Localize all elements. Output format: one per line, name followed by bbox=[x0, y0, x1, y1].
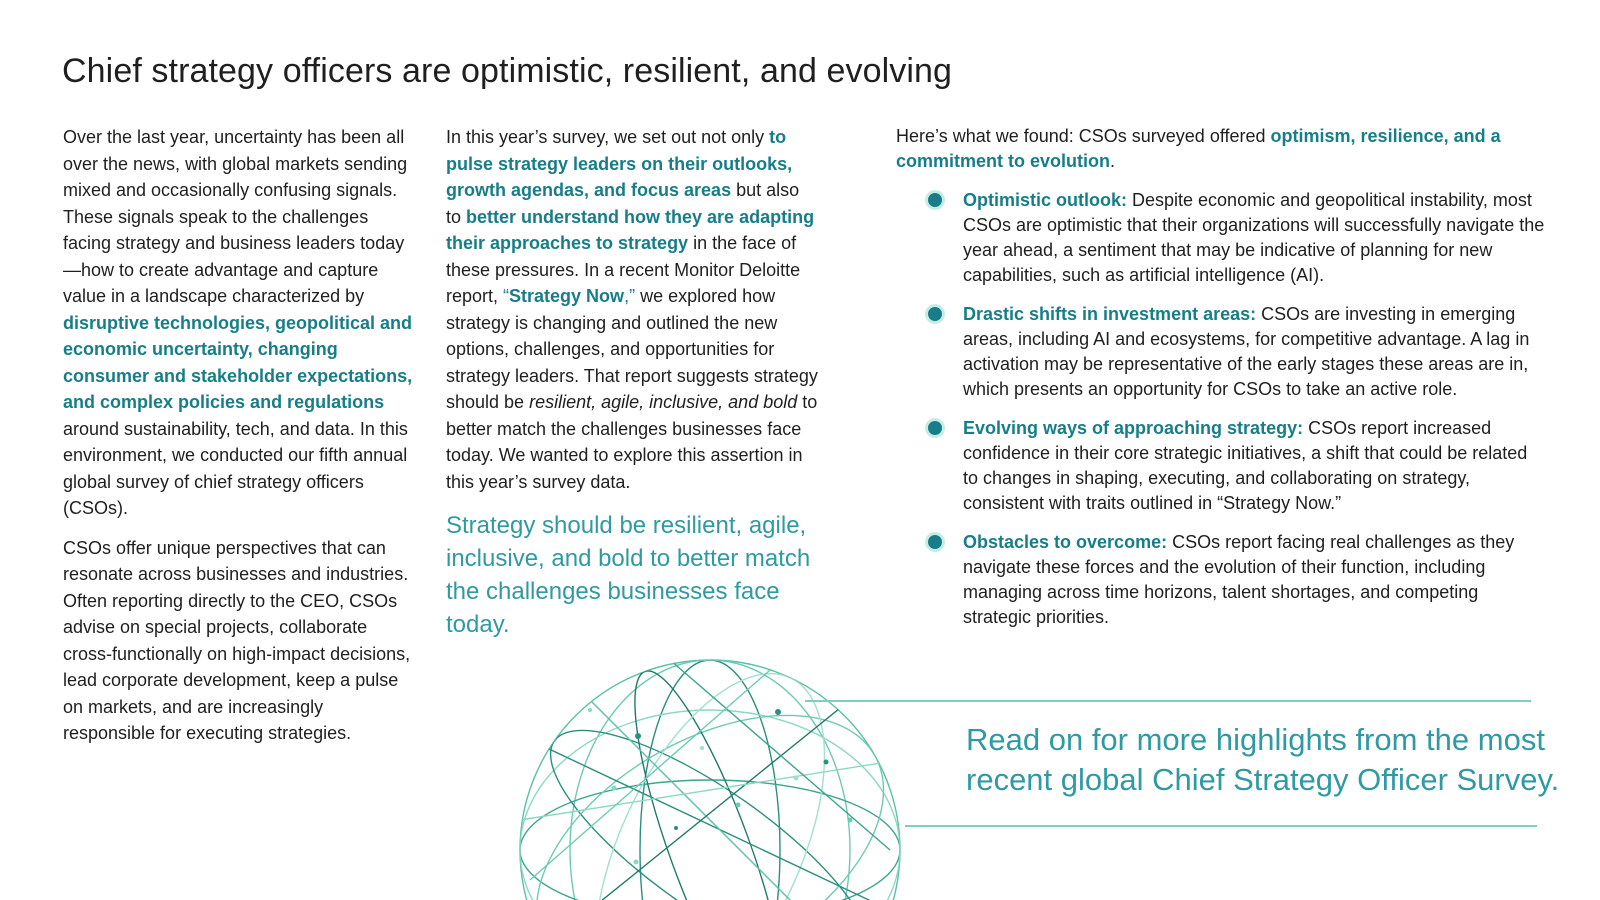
bottom-divider bbox=[905, 825, 1537, 827]
globe-illustration bbox=[470, 650, 950, 900]
survey-highlight-1: to pulse strategy leaders on their outlooks, growth agendas, and focus areas bbox=[446, 127, 793, 200]
finding-label: Evolving ways of approaching strategy: bbox=[963, 418, 1304, 438]
findings-column bbox=[896, 124, 1546, 644]
finding-label: Optimistic outlook: bbox=[963, 190, 1127, 210]
survey-paragraph bbox=[446, 124, 818, 495]
intro-column bbox=[63, 124, 413, 760]
finding-label: Drastic shifts in investment areas: bbox=[963, 304, 1257, 324]
link-close-quote: ,” bbox=[624, 286, 636, 306]
findings-intro-text: Here’s what we found: CSOs surveyed offered bbox=[896, 126, 1271, 146]
list-item bbox=[896, 188, 1546, 288]
intro-paragraph bbox=[63, 124, 413, 522]
cso-paragraph: CSOs offer unique perspectives that can resonate across businesses and industries. Often reporting directly to the CEO, CSOs advise on special projects, collaborate cross-functionally on high-impact decisions, lead corporate development, keep a pulse on markets, and are increasingly responsible for executing strategies. bbox=[63, 537, 411, 743]
list-item bbox=[896, 530, 1546, 630]
survey-text-c: in the face of these pressures. In a recent Monitor Deloitte report, bbox=[446, 233, 801, 306]
page-title: Chief strategy officers are optimistic, resilient, and evolving bbox=[62, 52, 953, 90]
intro-text-a: Over the last year, uncertainty has been all over the news, with global markets sending mixed and occasionally confusing signals. These signals speak to the challenges facing strategy and business leaders today—how to create advantage and capture value in a landscape characterized by bbox=[63, 127, 408, 306]
findings-list bbox=[896, 188, 1546, 630]
survey-italic: resilient, agile, inclusive, and bold bbox=[529, 392, 798, 412]
survey-text-d: we explored how strategy is changing and outlined the new options, challenges, and opportunities for strategy leaders. That report suggests strategy should be bbox=[446, 286, 818, 412]
intro-text-b: around sustainability, tech, and data. In this environment, we conducted our fifth annual global survey of chief strategy officers (CSOs). bbox=[63, 418, 408, 518]
survey-text-e: to better match the challenges businesses face today. We wanted to explore this assertion in this year’s survey data. bbox=[446, 392, 818, 492]
intro-highlight: disruptive technologies, geopolitical and economic uncertainty, changing consumer and stakeholder expectations, and complex policies and regulations bbox=[63, 312, 413, 412]
bullet-icon bbox=[928, 193, 942, 207]
findings-intro-highlight: optimism, resilience, and a commitment to evolution bbox=[896, 126, 1501, 171]
bullet-icon bbox=[928, 307, 942, 321]
finding-label: Obstacles to overcome: bbox=[963, 532, 1168, 552]
list-item bbox=[896, 302, 1546, 402]
survey-text-a: In this year’s survey, we set out not only bbox=[446, 127, 770, 147]
bullet-icon bbox=[928, 535, 942, 549]
finding-text: Despite economic and geopolitical instability, most CSOs are optimistic that their organizations will successfully navigate the year ahead, a sentiment that may be indicative of planning for new capabilities, such as artificial intelligence (AI). bbox=[963, 190, 1545, 285]
findings-intro-end: . bbox=[1110, 151, 1116, 171]
strategy-now-link[interactable]: Strategy Now bbox=[509, 286, 625, 306]
list-item bbox=[896, 416, 1546, 516]
survey-column bbox=[446, 124, 818, 641]
link-open-quote: “ bbox=[503, 286, 510, 306]
survey-text-b: but also to bbox=[446, 180, 800, 227]
survey-highlight-2: better understand how they are adapting their approaches to strategy bbox=[446, 206, 815, 253]
top-divider bbox=[805, 700, 1531, 702]
pull-quote: Strategy should be resilient, agile, inclusive, and bold to better match the challenges businesses face today. bbox=[446, 512, 811, 638]
call-to-action: Read on for more highlights from the most recent global Chief Strategy Officer Survey. bbox=[966, 722, 1560, 797]
bullet-icon bbox=[928, 421, 942, 435]
finding-text: CSOs report increased confidence in their core strategic initiatives, a shift that could be related to changes in shaping, executing, and collaborating on strategy, consistent with traits outlined in “Strategy Now.” bbox=[963, 418, 1528, 513]
finding-text: CSOs are investing in emerging areas, including AI and ecosystems, for competitive advantage. A lag in activation may be representative of the early stages these areas are in, which presents an opportunity for CSOs to take an active role. bbox=[963, 304, 1530, 399]
findings-intro bbox=[896, 124, 1546, 174]
finding-text: CSOs report facing real challenges as they navigate these forces and the evolution of their function, including managing across time horizons, talent shortages, and competing strategic priorities. bbox=[963, 532, 1515, 627]
